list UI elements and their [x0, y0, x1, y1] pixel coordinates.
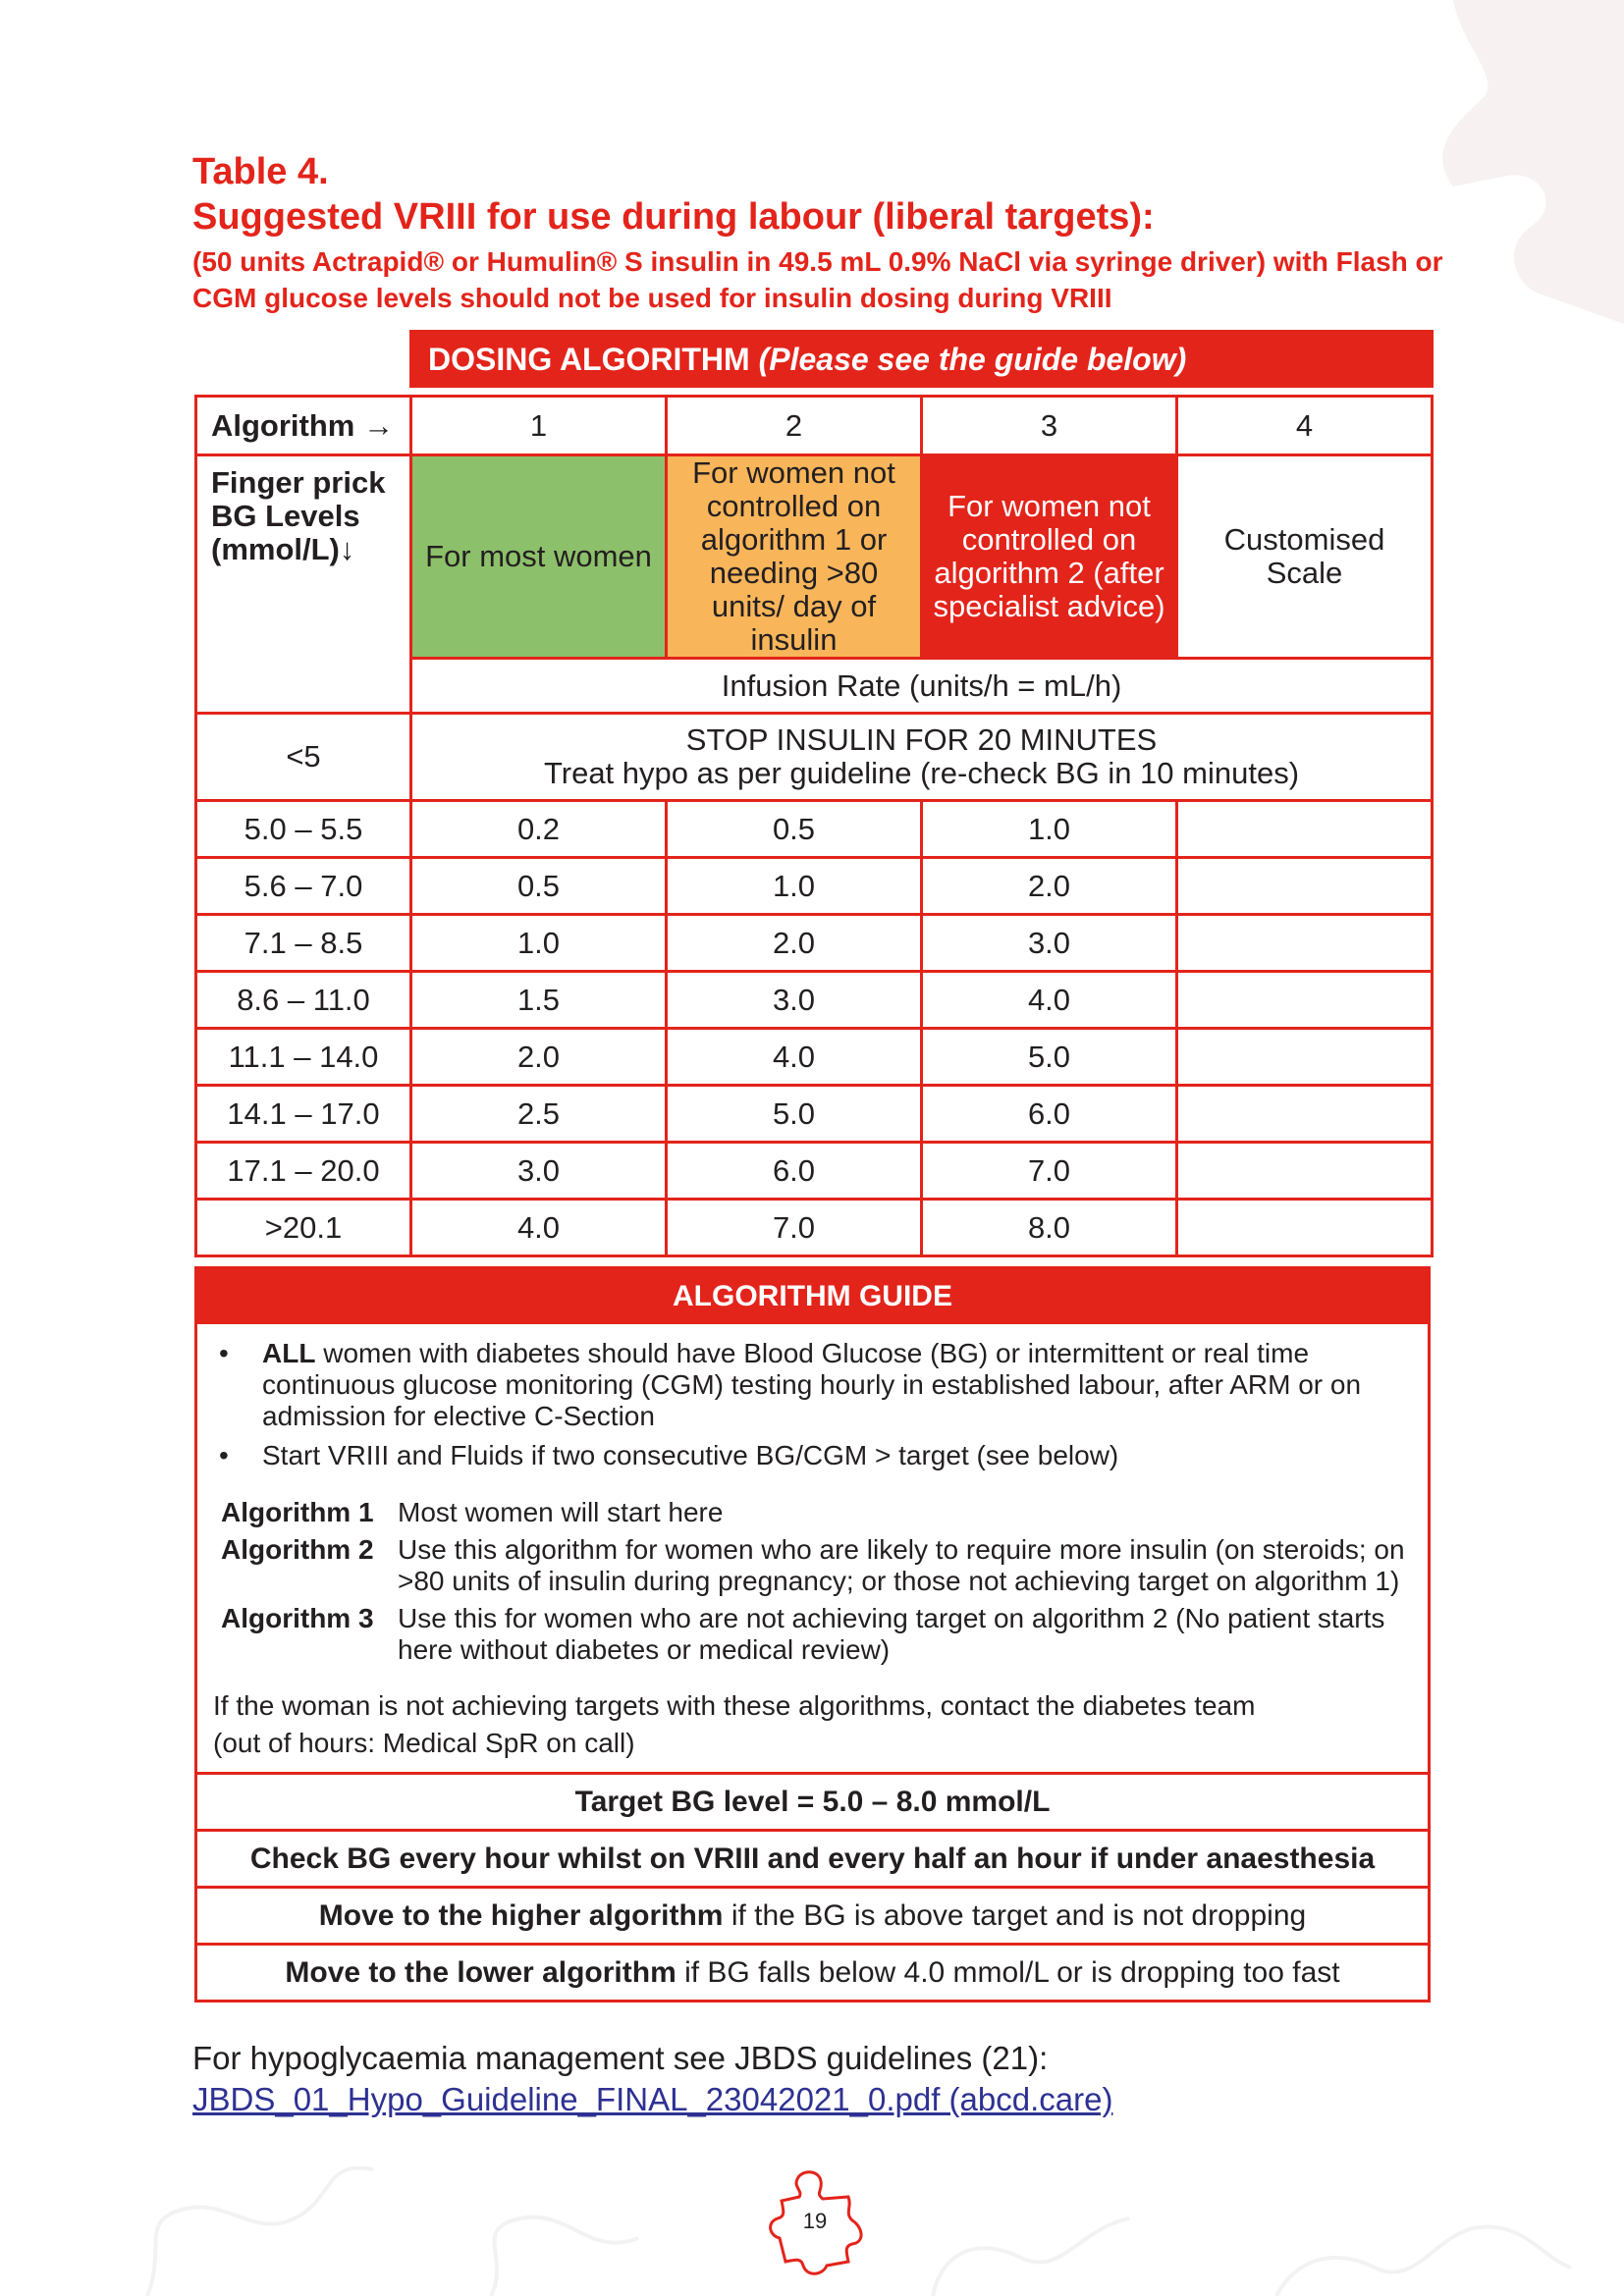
algorithm-1-description: For most women [411, 455, 667, 659]
bullet-icon: • [219, 1440, 229, 1470]
bullet-2-text: Start VRIII and Fluids if two consecutive BG/CGM > target (see below) [262, 1440, 1119, 1470]
higher-algorithm-rule: Move to the higher algorithm if the BG is above target and is not dropping [197, 1886, 1428, 1943]
infusion-rate-cell-a3: 5.0 [922, 1029, 1177, 1086]
infusion-rate-cell-a3: 6.0 [922, 1086, 1177, 1143]
bullet-1-text: ALL women with diabetes should have Blood Glucose (BG) or intermittent or real time continuous glucose monitoring (CGM) testing hourly in established labour, after ARM or on admission for elective C-Section [262, 1338, 1362, 1431]
bg-range-cell: 7.1 – 8.5 [196, 915, 411, 972]
stop-insulin-row [196, 714, 1433, 801]
algorithm-3-note [213, 1603, 1412, 1666]
algorithm-number-row [196, 397, 1433, 455]
table-row [196, 915, 1433, 972]
infusion-rate-cell-a1: 2.0 [411, 1029, 667, 1086]
algorithm-note-name: Algorithm 3 [221, 1603, 374, 1633]
infusion-rate-cell-a1: 1.5 [411, 972, 667, 1029]
infusion-rate-cell-a4 [1177, 972, 1433, 1029]
table-row [196, 1143, 1433, 1200]
stop-range: <5 [196, 714, 411, 801]
infusion-rate-cell-a2: 7.0 [667, 1200, 922, 1256]
algorithm-note-text: Use this algorithm for women who are likely to require more insulin (on steroids; on >80 units of insulin during pregnancy; or those not achieving target on algorithm 1) [398, 1534, 1405, 1596]
bg-range-cell: 5.6 – 7.0 [196, 858, 411, 915]
finger-prick-label: Finger prick BG Levels (mmol/L)↓ [196, 455, 411, 714]
infusion-rate-cell-a4 [1177, 1086, 1433, 1143]
bg-range-cell: 14.1 – 17.0 [196, 1086, 411, 1143]
infusion-rate-cell-a1: 0.2 [411, 801, 667, 858]
bullet-icon: • [219, 1338, 229, 1368]
infusion-rate-cell-a4 [1177, 858, 1433, 915]
table-row [196, 801, 1433, 858]
bg-range-cell: 11.1 – 14.0 [196, 1029, 411, 1086]
infusion-rate-cell-a2: 5.0 [667, 1086, 922, 1143]
infusion-rate-cell-a3: 2.0 [922, 858, 1177, 915]
footer-text: For hypoglycaemia management see JBDS guidelines (21): [192, 2040, 1049, 2076]
bg-range-cell: >20.1 [196, 1200, 411, 1256]
stop-line-1: STOP INSULIN FOR 20 MINUTES [685, 722, 1158, 757]
infusion-rate-cell-a4 [1177, 801, 1433, 858]
algorithm-4-number: 4 [1177, 397, 1433, 455]
footer-reference [192, 2038, 1112, 2120]
check-bg-rule: Check BG every hour whilst on VRIII and every half an hour if under anaesthesia [197, 1829, 1428, 1886]
list-item [213, 1338, 1412, 1432]
infusion-rate-cell-a4 [1177, 1143, 1433, 1200]
infusion-rate-label: Infusion Rate (units/h = mL/h) [411, 659, 1433, 714]
algorithm-1-number: 1 [411, 397, 667, 455]
algorithm-note-text: Use this for women who are not achieving target on algorithm 2 (No patient starts here without diabetes or medical review) [398, 1603, 1385, 1665]
infusion-rate-cell-a3: 4.0 [922, 972, 1177, 1029]
table-title [192, 149, 1469, 316]
algorithm-1-note [213, 1497, 1412, 1528]
algorithm-4-description: Customised Scale [1177, 455, 1433, 659]
bg-range-cell: 8.6 – 11.0 [196, 972, 411, 1029]
algorithm-guide-header: ALGORITHM GUIDE [197, 1269, 1428, 1324]
page-number: 19 [802, 2209, 828, 2233]
infusion-rate-cell-a2: 0.5 [667, 801, 922, 858]
list-item [213, 1440, 1412, 1471]
infusion-rate-cell-a3: 1.0 [922, 801, 1177, 858]
table-row [196, 858, 1433, 915]
contact-line-2: (out of hours: Medical SpR on call) [213, 1728, 635, 1758]
algorithm-description-row [196, 455, 1433, 659]
table-row [196, 1086, 1433, 1143]
infusion-rate-cell-a2: 3.0 [667, 972, 922, 1029]
infusion-rate-cell-a2: 4.0 [667, 1029, 922, 1086]
infusion-rate-cell-a3: 8.0 [922, 1200, 1177, 1256]
infusion-rate-cell-a1: 0.5 [411, 858, 667, 915]
table-row [196, 1029, 1433, 1086]
table-row [196, 972, 1433, 1029]
dosing-algorithm-header: DOSING ALGORITHM (Please see the guide below) [411, 332, 1433, 387]
table-number: Table 4. [192, 151, 329, 192]
algorithm-note-name: Algorithm 2 [221, 1534, 374, 1565]
bg-range-cell: 5.0 – 5.5 [196, 801, 411, 858]
infusion-rate-cell-a4 [1177, 915, 1433, 972]
algorithm-note-name: Algorithm 1 [221, 1497, 374, 1527]
algorithm-3-number: 3 [922, 397, 1177, 455]
target-bg-rule: Target BG level = 5.0 – 8.0 mmol/L [197, 1772, 1428, 1829]
dosing-header-row [196, 332, 1433, 387]
infusion-rate-cell-a1: 1.0 [411, 915, 667, 972]
jbds-guideline-link[interactable]: JBDS_01_Hypo_Guideline_FINAL_23042021_0.pdf (abcd.care) [192, 2081, 1113, 2117]
infusion-rate-cell-a1: 2.5 [411, 1086, 667, 1143]
table-row [196, 1200, 1433, 1256]
lower-algorithm-rule: Move to the lower algorithm if BG falls below 4.0 mmol/L or is dropping too fast [197, 1943, 1428, 2000]
algorithm-2-description: For women not controlled on algorithm 1 or needing >80 units/ day of insulin [667, 455, 922, 659]
infusion-rate-cell-a1: 4.0 [411, 1200, 667, 1256]
stop-line-2: Treat hypo as per guideline (re-check BG in 10 minutes) [543, 756, 1300, 790]
algorithm-label: Algorithm → [196, 397, 411, 455]
algorithm-guide-body [197, 1324, 1428, 1772]
algorithm-guide [194, 1266, 1431, 2002]
infusion-rate-cell-a2: 1.0 [667, 858, 922, 915]
contact-line-1: If the woman is not achieving targets with these algorithms, contact the diabetes team [213, 1690, 1256, 1721]
algorithm-3-description: For women not controlled on algorithm 2 (after specialist advice) [922, 455, 1177, 659]
infusion-rate-cell-a3: 7.0 [922, 1143, 1177, 1200]
infusion-rate-cell-a2: 2.0 [667, 915, 922, 972]
infusion-rate-cell-a4 [1177, 1200, 1433, 1256]
infusion-rate-cell-a3: 3.0 [922, 915, 1177, 972]
bg-range-cell: 17.1 – 20.0 [196, 1143, 411, 1200]
table-subheading: (50 units Actrapid® or Humulin® S insulin in 49.5 mL 0.9% NaCl via syringe driver) with Flash or CGM glucose levels should not be used for insulin dosing during VRIII [192, 246, 1443, 313]
infusion-rate-cell-a2: 6.0 [667, 1143, 922, 1200]
dose-rows [196, 801, 1433, 1256]
dosing-table [194, 330, 1434, 1257]
table-heading: Suggested VRIII for use during labour (liberal targets): [192, 196, 1155, 238]
algorithm-2-note [213, 1534, 1412, 1597]
diabetes-team-contact [213, 1687, 1412, 1762]
algorithm-2-number: 2 [667, 397, 922, 455]
algorithm-note-text: Most women will start here [398, 1497, 724, 1527]
infusion-rate-cell-a4 [1177, 1029, 1433, 1086]
stop-insulin-instruction [411, 714, 1433, 801]
infusion-rate-cell-a1: 3.0 [411, 1143, 667, 1200]
